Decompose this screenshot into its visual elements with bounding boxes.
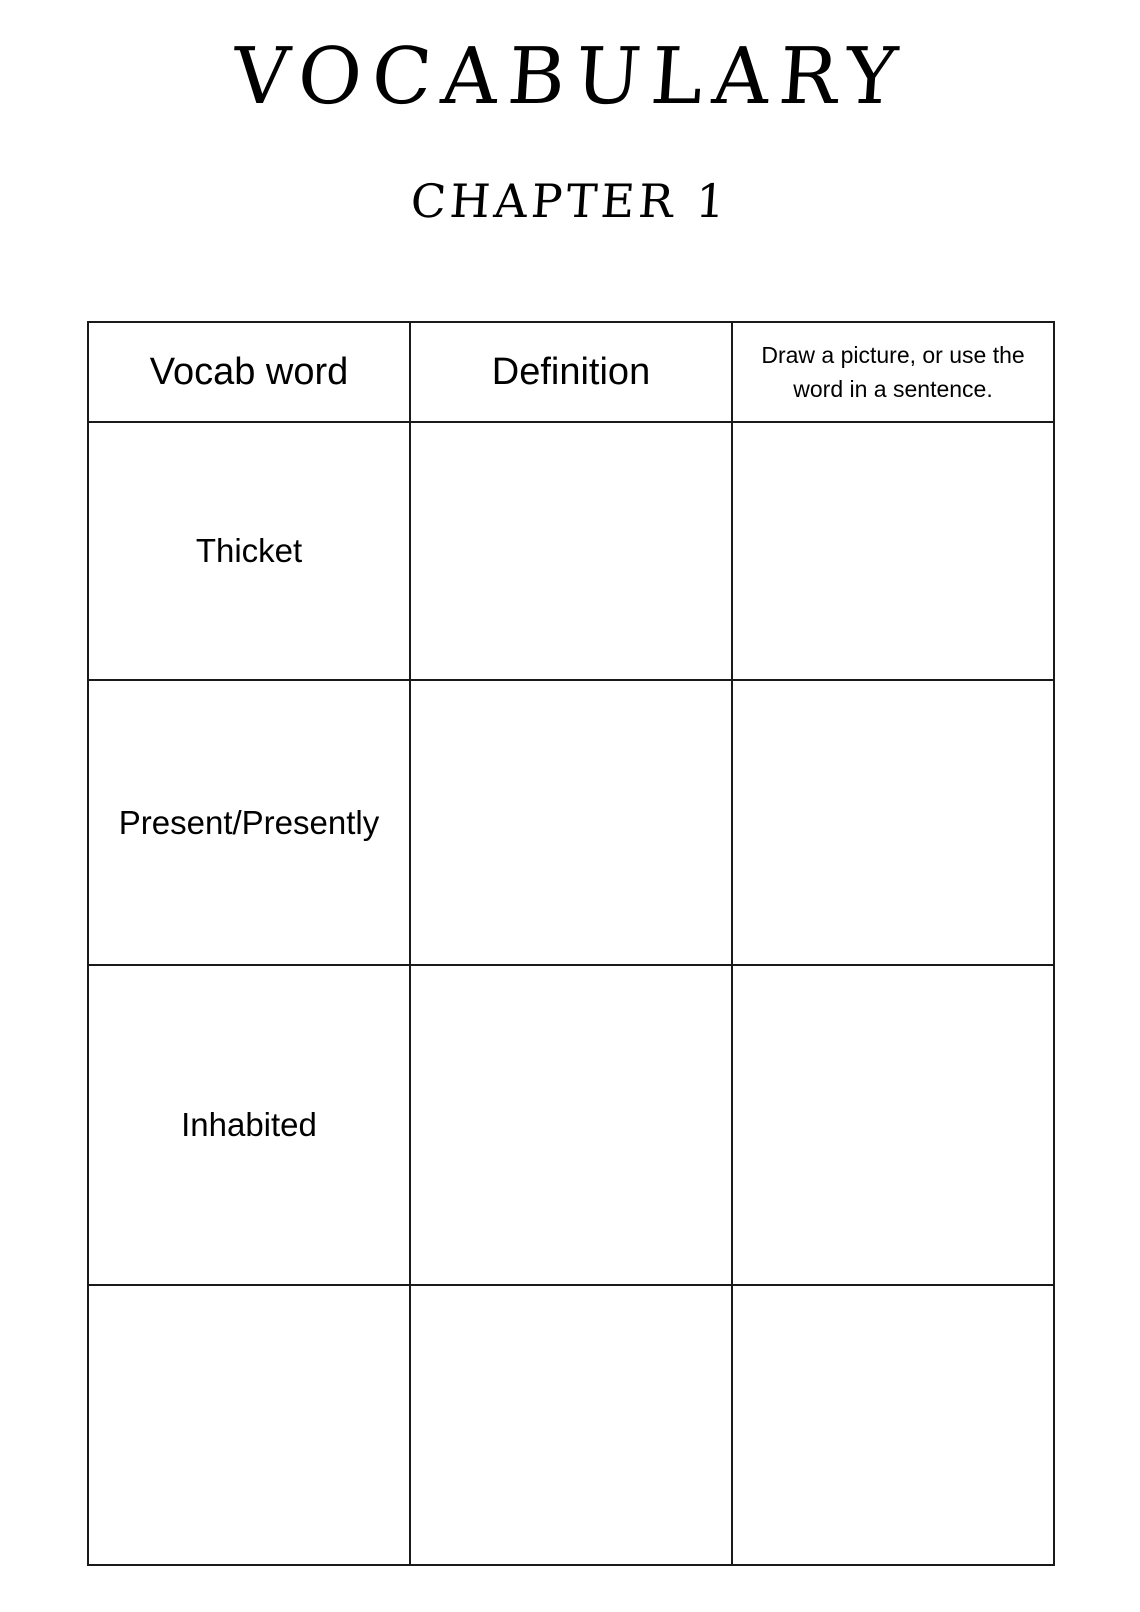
table-row [88, 965, 1054, 1285]
column-header-vocab-word: Vocab word [88, 322, 410, 422]
vocab-word-cell: Inhabited [88, 965, 410, 1285]
table-row [88, 680, 1054, 965]
column-header-definition: Definition [410, 322, 732, 422]
picture-sentence-cell[interactable] [732, 680, 1054, 965]
table-row [88, 1285, 1054, 1565]
vocab-word-cell[interactable] [88, 1285, 410, 1565]
definition-cell[interactable] [410, 422, 732, 680]
picture-sentence-cell[interactable] [732, 422, 1054, 680]
picture-sentence-cell[interactable] [732, 1285, 1054, 1565]
vocab-word-cell: Thicket [88, 422, 410, 680]
chapter-subtitle: CHAPTER 1 [408, 174, 732, 228]
definition-cell[interactable] [410, 680, 732, 965]
page-title: VOCABULARY [229, 32, 911, 122]
definition-cell[interactable] [410, 965, 732, 1285]
table-header-row [88, 322, 1054, 422]
column-header-picture-sentence: Draw a picture, or use the word in a sentence. [732, 322, 1054, 422]
vocab-table [87, 321, 1055, 1566]
vocab-word-cell: Present/Presently [88, 680, 410, 965]
table-row [88, 422, 1054, 680]
definition-cell[interactable] [410, 1285, 732, 1565]
picture-sentence-cell[interactable] [732, 965, 1054, 1285]
